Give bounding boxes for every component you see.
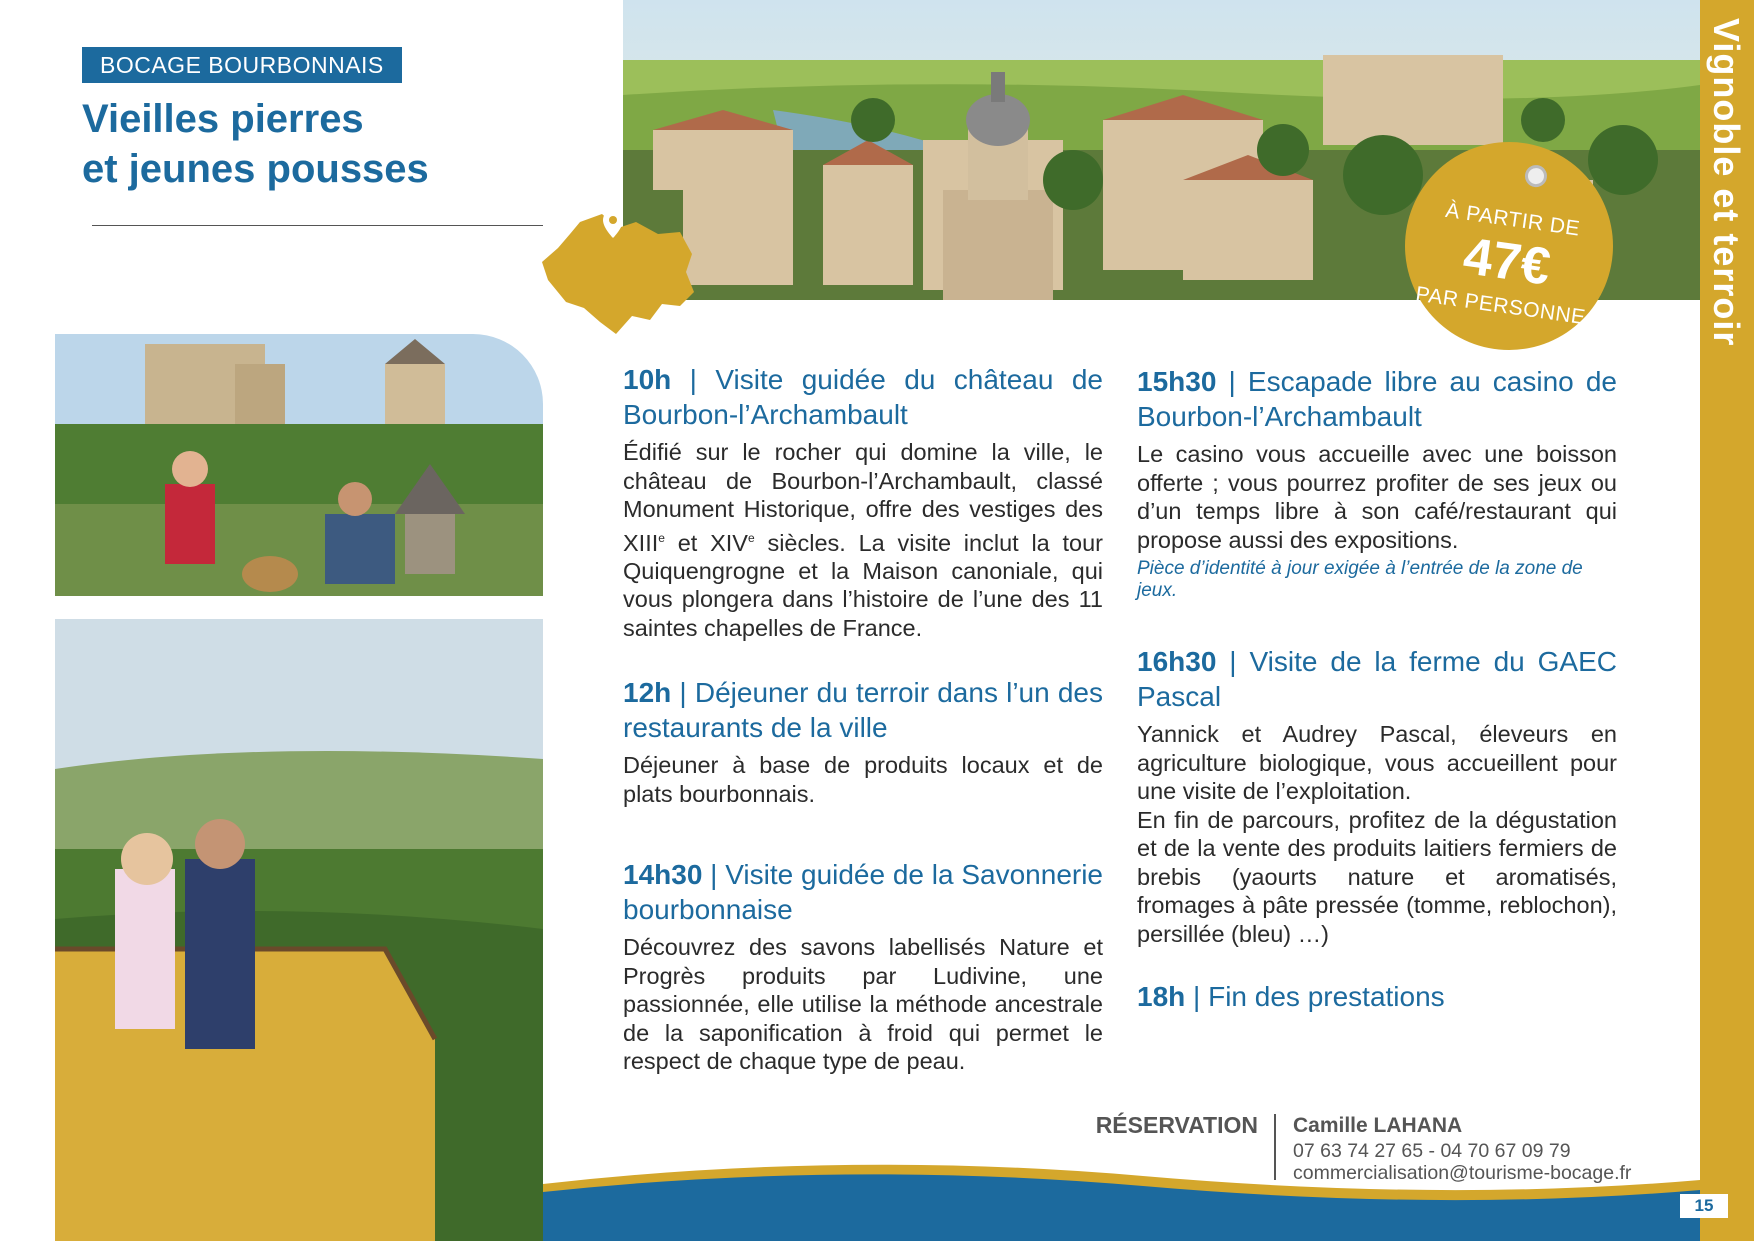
reservation-contact-name: Camille LAHANA bbox=[1293, 1114, 1463, 1137]
program-time: 14h30 bbox=[623, 859, 703, 890]
program-title-text: Fin des prestations bbox=[1208, 981, 1445, 1012]
program-item-16h30 bbox=[1137, 644, 1617, 948]
program-time: 15h30 bbox=[1137, 366, 1217, 397]
reservation-label: RÉSERVATION bbox=[1095, 1112, 1258, 1138]
program-title-text: Déjeuner du terroir dans l’un des restaurants de la ville bbox=[623, 677, 1104, 743]
program-time: 12h bbox=[623, 677, 672, 708]
section-sidebar bbox=[1700, 0, 1754, 1241]
section-sidebar-label: Vignoble et terroir bbox=[1706, 18, 1747, 347]
region-map-icon bbox=[540, 210, 700, 340]
page-title-line1: Vieilles pierres bbox=[82, 97, 364, 141]
program-time: 18h bbox=[1137, 981, 1186, 1012]
program-time: 16h30 bbox=[1137, 646, 1217, 677]
program-title-text: Visite guidée du château de Bourbon-l’Archambault bbox=[623, 364, 1103, 430]
program-item-body-continued: En fin de parcours, profitez de la dégustation et de la vente des produits laitiers fermiers de brebis (yaourts nature et aromatisés, fromages à pâte pressée (tomme, reblochon), persillée (bleu) …) bbox=[1137, 806, 1617, 947]
program-item-body: Le casino vous accueille avec une boisson offerte ; vous pourrez profiter de ses jeux ou d’un temps libre à son café/restaurant qui propose aussi des expositions. bbox=[1137, 441, 1617, 553]
program-title-text: Escapade libre au casino de Bourbon-l’Archambault bbox=[1137, 366, 1617, 432]
program-item-14h30 bbox=[623, 857, 1103, 1076]
program-item-title: 14h30 | Visite guidée de la Savonnerie bourbonnaise bbox=[623, 859, 1104, 925]
program-item-note: Pièce d’identité à jour exigée à l’entrée de la zone de jeux. bbox=[1137, 558, 1583, 601]
price-amount: 47€ bbox=[1459, 227, 1554, 297]
region-tag: BOCAGE BOURBONNAIS bbox=[82, 47, 402, 83]
page-title bbox=[82, 94, 542, 194]
page-number: 15 bbox=[1680, 1194, 1728, 1218]
program-item-body: Yannick et Audrey Pascal, éleveurs en agriculture biologique, vous accueillent pour une visite de l’exploitation. bbox=[1137, 721, 1617, 804]
tag-hole-icon bbox=[1524, 164, 1549, 189]
program-item-10h bbox=[623, 362, 1103, 642]
price-per-label: PAR PERSONNE bbox=[1414, 282, 1588, 330]
program-item-body: Déjeuner à base de produits locaux et de plats bourbonnais. bbox=[623, 752, 1103, 807]
reservation-phones[interactable]: 07 63 74 27 65 - 04 70 67 09 79 bbox=[1293, 1140, 1571, 1162]
program-body-text: siècles. La visite inclut la tour Quiquengrogne et la Maison canoniale, qui vous plongera dans l’histoire de l’une des 11 saintes chapelles de France. bbox=[623, 529, 1103, 641]
program-item-title: 10h | Visite guidée du château de Bourbon-l’Archambault bbox=[623, 364, 1103, 430]
title-divider bbox=[92, 225, 543, 226]
footer-wave bbox=[543, 1150, 1700, 1241]
page-title-line2: et jeunes pousses bbox=[82, 147, 429, 191]
program-body-text: et XIV bbox=[664, 529, 748, 556]
program-body-text: Édifié sur le rocher qui domine la ville, le château de Bourbon-l’Archambault, classé Monument Historique, offre des vestiges des XIII bbox=[623, 439, 1103, 556]
program-item-18h bbox=[1137, 979, 1617, 1014]
program-time: 10h bbox=[623, 364, 672, 395]
price-badge bbox=[1405, 142, 1613, 350]
program-item-title: 15h30 | Escapade libre au casino de Bourbon-l’Archambault bbox=[1137, 366, 1617, 432]
superscript: e bbox=[747, 530, 755, 545]
program-item-body bbox=[623, 438, 1103, 642]
reservation-email[interactable]: commercialisation@tourisme-bocage.fr bbox=[1293, 1162, 1632, 1184]
superscript: e bbox=[658, 530, 665, 545]
program-title-text: Visite de la ferme du GAEC Pascal bbox=[1137, 646, 1617, 712]
program-item-title: 18h | Fin des prestations bbox=[1137, 981, 1445, 1012]
program-item-body: Découvrez des savons labellisés Nature et Progrès produits par Ludivine, une passionnée, elle utilise la méthode ancestrale de la saponification à froid qui permet le respect de chaque type de peau. bbox=[623, 934, 1103, 1074]
price-from-label: À PARTIR DE bbox=[1444, 198, 1582, 241]
photo-picnic-couple bbox=[55, 334, 543, 596]
program-item-15h30 bbox=[1137, 364, 1617, 602]
program-item-title: 12h | Déjeuner du terroir dans l’un des restaurants de la ville bbox=[623, 677, 1104, 743]
program-item-12h bbox=[623, 675, 1103, 808]
program-item-title: 16h30 | Visite de la ferme du GAEC Pascal bbox=[1137, 646, 1617, 712]
program-title-text: Visite guidée de la Savonnerie bourbonnaise bbox=[623, 859, 1104, 925]
photo-couple-on-tower bbox=[55, 619, 543, 1241]
